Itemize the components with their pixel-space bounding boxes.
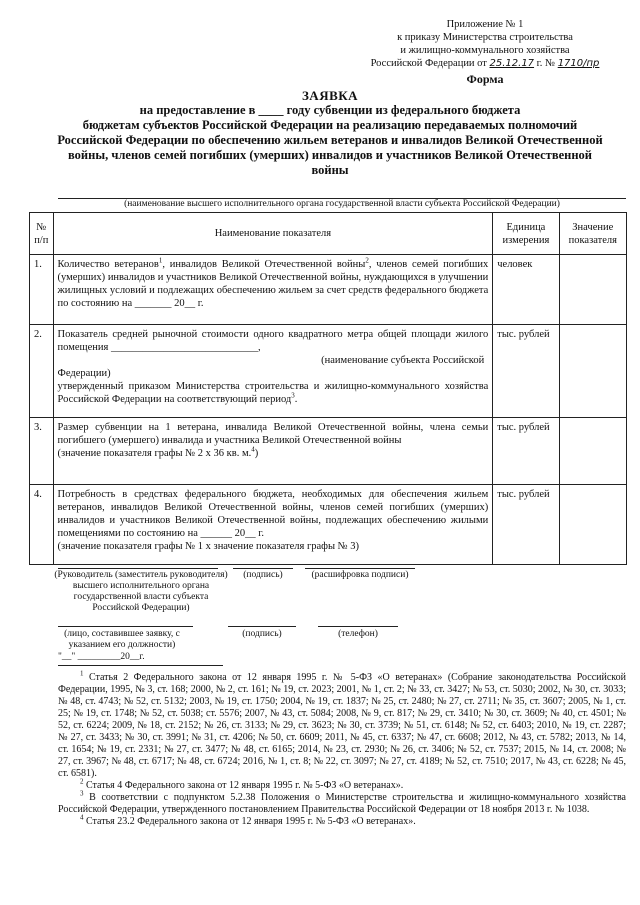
row-unit: тыс. рублей — [493, 325, 559, 418]
header-unit: Единица измерения — [493, 213, 559, 255]
row-text: (значение показателя графы № 1 х значение показателя графы № 3) — [57, 541, 360, 552]
row-name — [53, 485, 493, 565]
row-value[interactable] — [559, 255, 626, 325]
document-title — [40, 88, 620, 178]
row-text: , членов семей погибших (умерших) инвалидов и участников Великой Отечественной войны, нуждающихся в улучшении жилищных условий и подлежащих обеспечению жильем за счет средств федерального бюджета по состоянию на _______ 20__ г. — [57, 259, 489, 309]
footnote-ref: 3 — [291, 391, 295, 400]
row-name: Показатель средней рыночной стоимости одного квадратного метра общей площади жилого помещения ____________________________, (наименование субъекта Российской Федерации) утвержденный приказом Министерства строительства и жилищно-коммунального хозяйства Российской Федерации на соответствующий период$^3$. — [53, 325, 493, 418]
row-name — [53, 418, 493, 485]
row-name — [53, 255, 493, 325]
decode-line — [305, 568, 415, 569]
decode-caption: (расшифровка подписи) — [311, 570, 409, 580]
row-value[interactable] — [559, 325, 626, 418]
footnote — [58, 813, 626, 828]
handwritten-date: 25.12.17 — [489, 58, 535, 69]
title-line: бюджетам субъектов Российской Федерации на реализацию передаваемых полномочий — [82, 118, 578, 132]
header-line: к приказу Министерства строительства — [397, 32, 573, 43]
row-num: 3. — [30, 418, 54, 485]
footnotes — [58, 669, 626, 828]
footnote — [58, 669, 626, 780]
row-text: Показатель средней рыночной стоимости одного квадратного метра общей площади жилого помещения ____________________________, — [57, 329, 489, 353]
footnote-text: Статья 2 Федерального закона от 12 января 1995 г. № 5-ФЗ «О ветеранах» (Собрание законодательства Российской Федерации, 1995, № 3, ст. 168; 2000, № 2, ст. 161; № 19, ст. 2023; 2001, № 1, ст. 2; № 33, ст. 3427; № 53, ст. 5030; 2002, № 30, ст. 3033; № 48, ст. 4743; № 52, ст. 5132; 2003, № 19, ст. 1750; 2004, № 19, ст. 1837; № 25, ст. 2480; № 27, ст. 2711; № 35, ст. 3607; 2005, № 1, ст. 25; № 19, ст. 1748; № 52, ст. 5038; ст. 5576; 2007, № 43, ст. 5084; 2008, № 9, ст. 817; № 29, ст. 3410; № 30, ст. 3609; № 40, ст. 4501; № 52, ст. 6224; 2009, № 18, ст. 2152; № 26, ст. 3133; № 29, ст. 3623; № 30, ст. 3739; № 51, ст. 6148; № 52, ст. 6403; 2010, № 19, ст. 2287; № 27, ст. 3433; № 30, ст. 3991; № 31, ст. 4206; № 50, ст. 6609; 2011, № 45, ст. 6337; № 47, ст. 6608; 2012, № 43, ст. 5782; 2013, № 14, ст. 1654; № 19, ст. 2331; № 27, ст. 3477; № 48, ст. 6165; 2014, № 23, ст. 2930; № 26, ст. 3406; № 52, ст. 7537; 2015, № 14, ст. 2008; № 27, ст. 3967; № 48, ст. 6717; № 48, ст. 6724; 2016, № 1, ст. 8; № 22, ст. 3097; № 27, ст. 4189; № 52, ст. 7510; 2017, № 43, ст. 6228; № 45, ст. 6581). — [58, 672, 626, 779]
table-row — [30, 325, 627, 418]
sign-caption: (подпись) — [243, 570, 283, 580]
row-unit: тыс. рублей — [493, 418, 559, 485]
row-text: Потребность в средствах федерального бюджета, необходимых для обеспечения жильем ветеранов, инвалидов Великой Отечественной войны, членов семей погибших (умерших) инвалидов и участников Великой Отечественной войны, подлежащих обеспечению жилыми помещениями по состоянию на ______ 20__ г. — [57, 489, 489, 539]
row-text: , инвалидов Великой Отечественной войны — [162, 259, 366, 270]
phone-line — [318, 626, 398, 627]
phone-caption: (телефон) — [338, 629, 378, 639]
order-header — [340, 18, 630, 86]
footnote-mark: 2 — [80, 777, 84, 786]
footnote-ref: 1 — [158, 256, 163, 265]
header-line: и жилищно-коммунального хозяйства — [400, 45, 570, 56]
title-line: Российской Федерации по обеспечению жильем ветеранов и инвалидов Великой Отечественной — [57, 133, 603, 147]
row-unit: человек — [493, 255, 559, 325]
header-name: Наименование показателя — [53, 213, 493, 255]
indicators-table — [29, 212, 627, 565]
footnote-mark: 3 — [80, 789, 84, 798]
footnote-rule — [58, 665, 223, 666]
footnote-text: Статья 23.2 Федерального закона от 12 января 1995 г. № 5-ФЗ «О ветеранах». — [83, 816, 416, 827]
header-num: № п/п — [30, 213, 54, 255]
title-line: на предоставление в ____ году субвенции из федерального бюджета — [139, 103, 521, 117]
footnote-text: Статья 4 Федерального закона от 12 января 1995 г. № 5-ФЗ «О ветеранах». — [83, 780, 404, 791]
footnote-text: В соответствии с подпунктом 5.2.38 Положения о Министерстве строительства и жилищно-коммунального хозяйства Российской Федерации, утвержденного постановлением Правительства Российской Федерации от 18 ноября 2013 г. № 1038. — [58, 792, 626, 815]
date-line: "__" _________20__г. — [58, 652, 145, 662]
sign-line — [233, 568, 293, 569]
footnote-ref: 2 — [365, 256, 369, 265]
row-num: 4. — [30, 485, 54, 565]
row-text: (наименование субъекта Российской — [321, 355, 485, 366]
footnote — [58, 789, 626, 816]
row-num: 2. — [30, 325, 54, 418]
sign-line — [228, 626, 296, 627]
header-value: Значение показателя — [559, 213, 626, 255]
row-num: 1. — [30, 255, 54, 325]
person-caption: (лицо, составившее заявку, с указанием его должности) — [64, 629, 180, 650]
row-text: Федерации) — [57, 368, 111, 379]
row-text: Размер субвенции на 1 ветерана, инвалида Великой Отечественной войны, члена семьи погибшего (умершего) инвалида и участника Великой Отечественной войны — [57, 422, 489, 446]
footnote-mark: 4 — [80, 813, 84, 822]
head-caption: (Руководитель (заместитель руководителя) высшего исполнительного органа государственной власти субъекта Российской Федерации) — [54, 570, 228, 613]
header-ministry-prefix: Российской Федерации от — [370, 58, 487, 69]
row-text: Количество ветеранов — [57, 259, 159, 270]
header-ministry-line — [340, 57, 630, 70]
footnote-ref: 4 — [251, 445, 255, 454]
row-text: утвержденный приказом Министерства строительства и жилищно-коммунального хозяйства Российской Федерации на соответствующий период — [57, 381, 489, 405]
handwritten-number: 1710/пр — [557, 58, 600, 69]
title-zayavka: ЗАЯВКА — [301, 88, 359, 103]
title-line: войны — [311, 163, 349, 177]
footnote-mark: 1 — [80, 669, 84, 678]
form-label: Форма — [466, 72, 504, 86]
row-unit: тыс. рублей — [493, 485, 559, 565]
header-num-label: г. № — [536, 58, 556, 69]
table-row — [30, 255, 627, 325]
row-text: ) — [254, 448, 259, 459]
table-header-row — [30, 213, 627, 255]
table-row — [30, 485, 627, 565]
table-row — [30, 418, 627, 485]
row-value[interactable] — [559, 418, 626, 485]
org-name-caption: (наименование высшего исполнительного органа государственной власти субъекта Российской Федерации) — [124, 199, 560, 209]
head-signature-line — [58, 568, 218, 569]
row-text: (значение показателя графы № 2 х 36 кв. м. — [57, 448, 252, 459]
header-line: Приложение № 1 — [446, 19, 524, 30]
sign-caption: (подпись) — [242, 629, 282, 639]
title-line: войны, членов семей погибших (умерших) инвалидов и участников Великой Отечественной — [68, 148, 592, 162]
person-line — [58, 626, 193, 627]
row-value[interactable] — [559, 485, 626, 565]
footnote — [58, 777, 626, 792]
